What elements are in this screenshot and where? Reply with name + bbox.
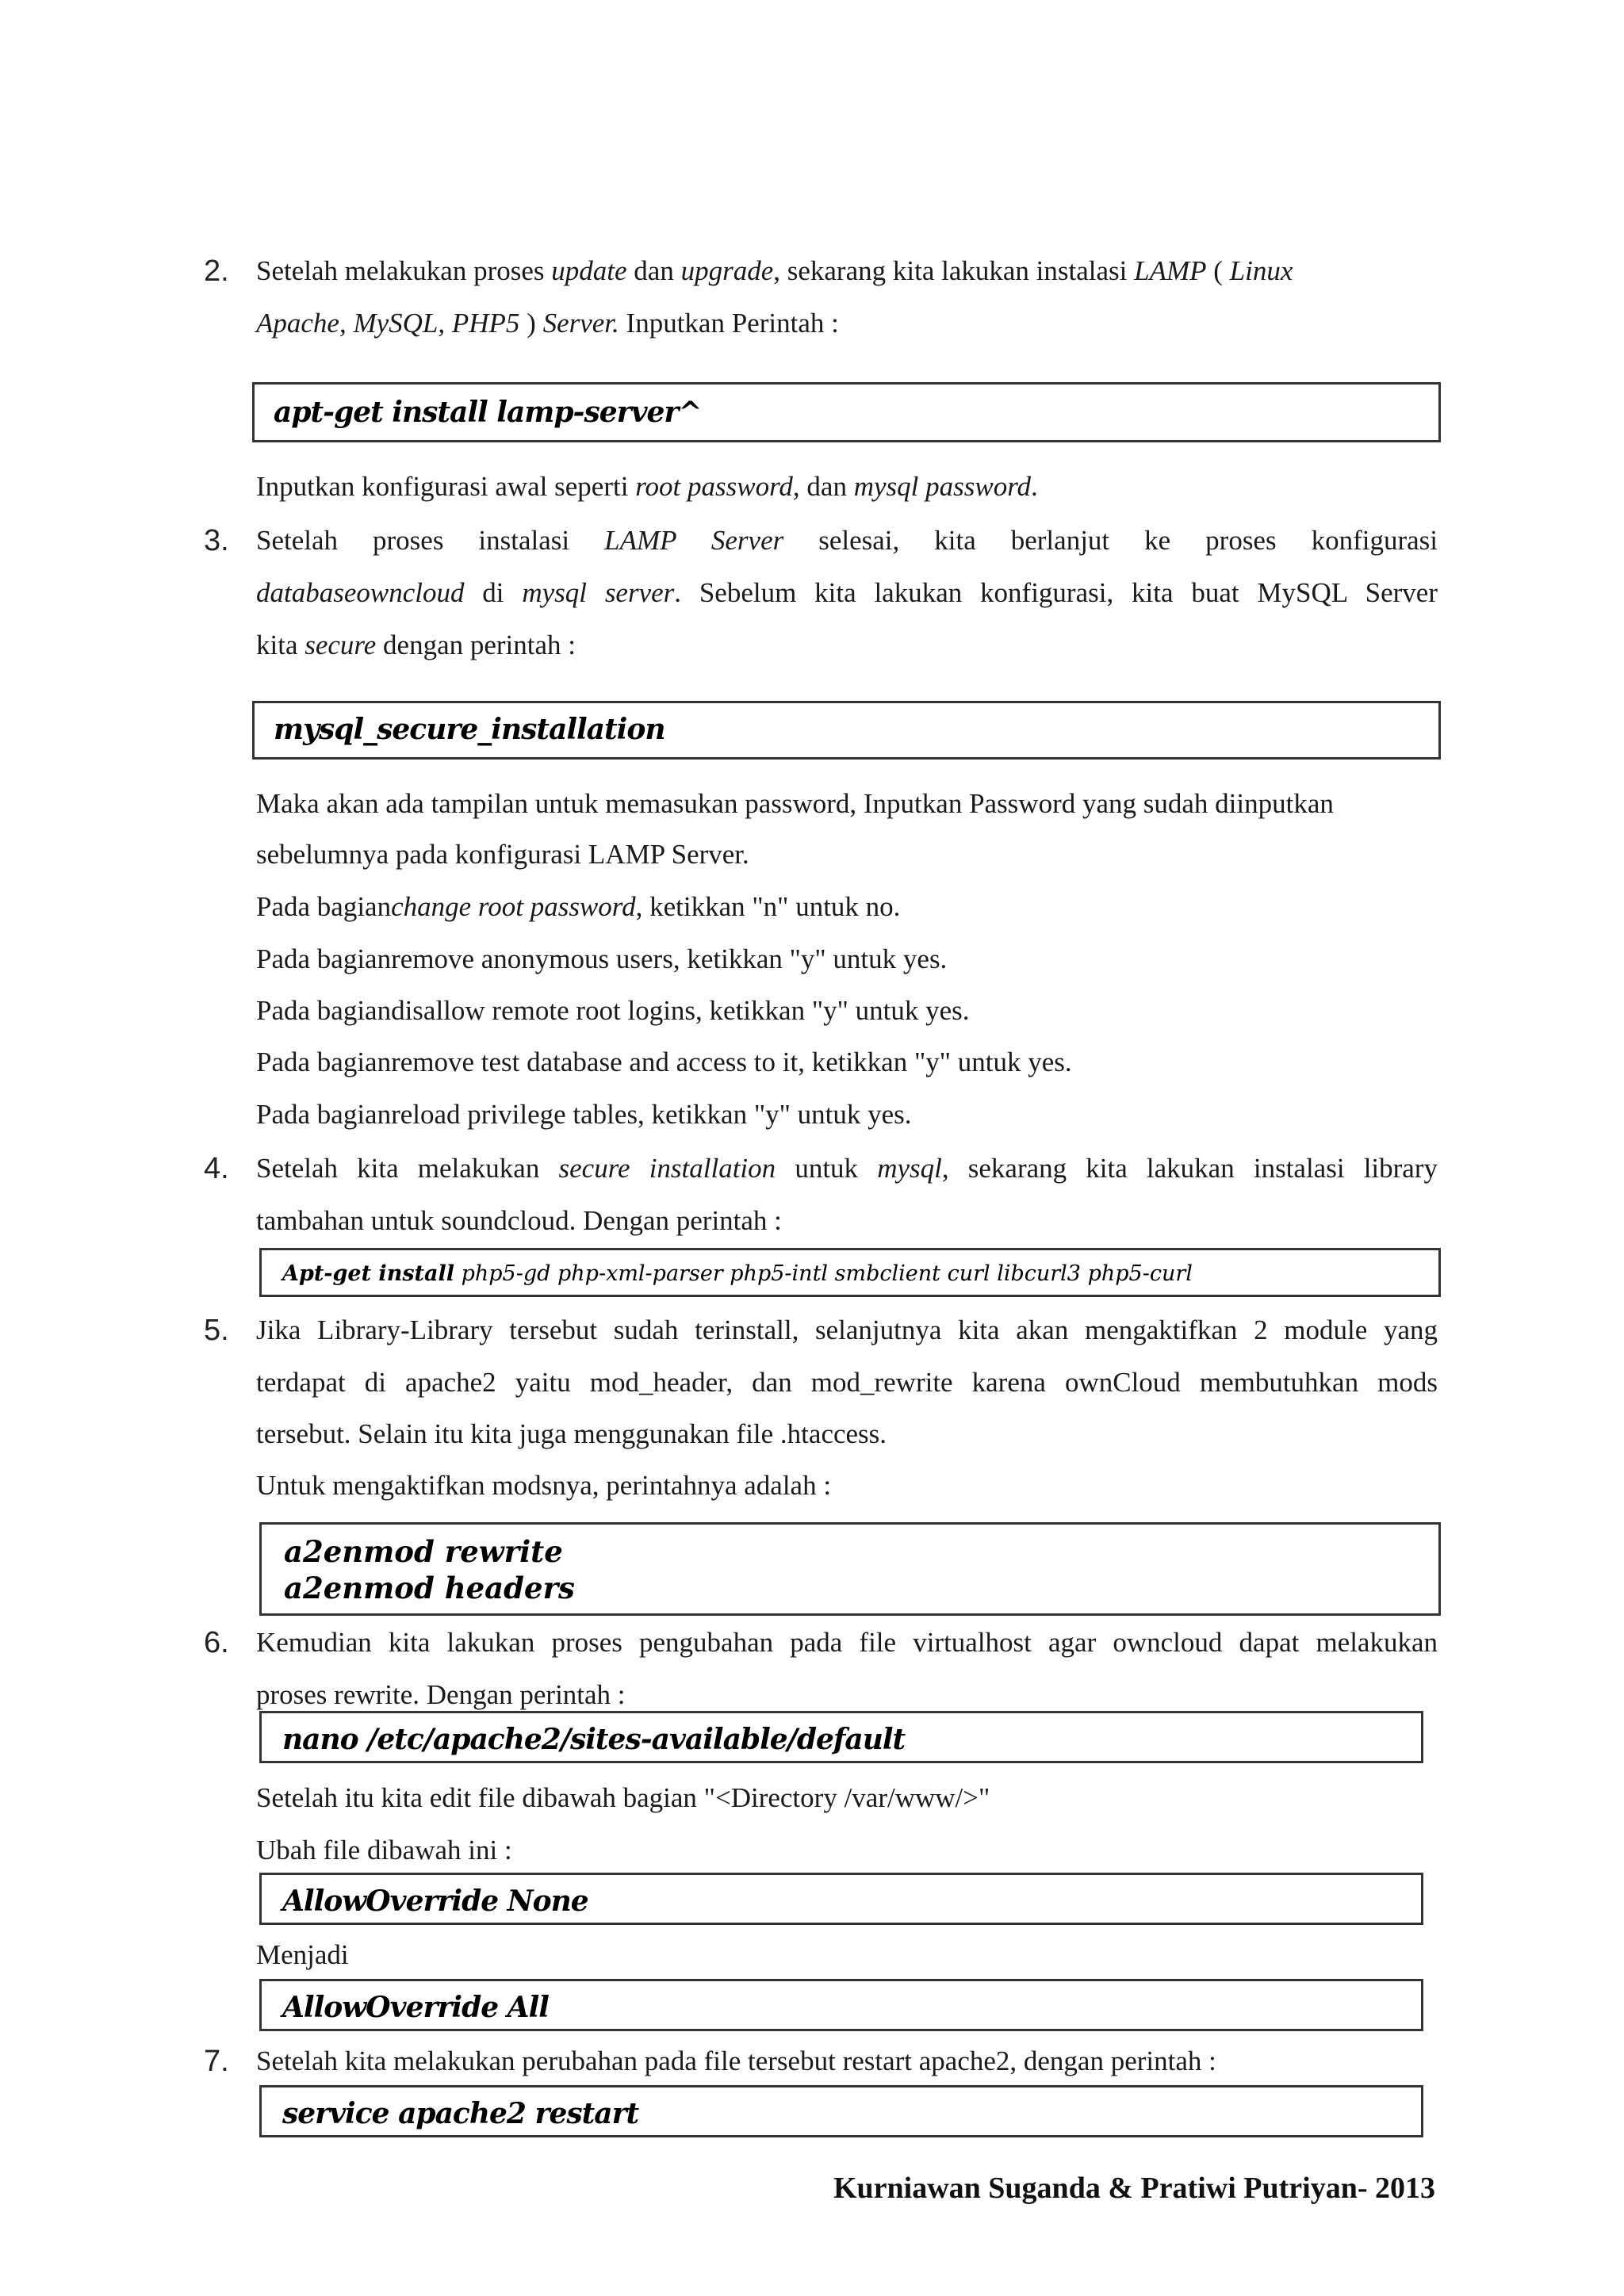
paragraph-line: Kemudian kita lakukan proses pengubahan pada file virtualhost agar owncloud dapat melakukan xyxy=(256,1627,1438,1658)
command-box xyxy=(259,1248,1441,1297)
item-number: 7. xyxy=(204,2045,229,2078)
paragraph-line: Apache, MySQL, PHP5 ) Server. Inputkan Perintah : xyxy=(256,308,839,339)
command-text: Apt-get install php5-gd php-xml-parser php5-intl smbclient curl libcurl3 php5-curl xyxy=(282,1261,1193,1286)
command-box xyxy=(259,1711,1423,1763)
paragraph-line: proses rewrite. Dengan perintah : xyxy=(256,1679,626,1710)
paragraph-line: tersebut. Selain itu kita juga menggunakan file .htaccess. xyxy=(256,1418,887,1449)
command-text: mysql_secure_installation xyxy=(274,713,665,746)
paragraph-line: sebelumnya pada konfigurasi LAMP Server. xyxy=(256,839,749,870)
page-footer: Kurniawan Suganda & Pratiwi Putriyan- 2013 xyxy=(833,2172,1435,2205)
command-text: a2enmod headers xyxy=(284,1571,575,1605)
paragraph-line: Menjadi xyxy=(256,1939,349,1970)
paragraph-line: Pada bagiandisallow remote root logins, ketikkan "y" untuk yes. xyxy=(256,995,970,1026)
paragraph-line: Setelah melakukan proses update dan upgrade, sekarang kita lakukan instalasi LAMP ( Linux xyxy=(256,255,1293,286)
command-text: nano /etc/apache2/sites-available/default xyxy=(282,1723,906,1756)
command-box xyxy=(259,1873,1423,1925)
paragraph-line: Setelah proses instalasi LAMP Server selesai, kita berlanjut ke proses konfigurasi xyxy=(256,525,1438,556)
command-text: AllowOverride All xyxy=(282,1991,549,2024)
command-text: service apache2 restart xyxy=(282,2097,639,2130)
paragraph-line: Pada bagianreload privilege tables, ketikkan "y" untuk yes. xyxy=(256,1099,912,1130)
paragraph-line: Maka akan ada tampilan untuk memasukan password, Inputkan Password yang sudah diinputkan xyxy=(256,788,1334,819)
paragraph-line: kita secure dengan perintah : xyxy=(256,629,576,660)
paragraph-line: Setelah kita melakukan perubahan pada file tersebut restart apache2, dengan perintah : xyxy=(256,2045,1216,2076)
paragraph-line: Setelah kita melakukan secure installation untuk mysql, sekarang kita lakukan instalasi library xyxy=(256,1153,1438,1184)
paragraph-line: tambahan untuk soundcloud. Dengan perintah : xyxy=(256,1205,782,1236)
paragraph-line: Pada bagianremove test database and access to it, ketikkan "y" untuk yes. xyxy=(256,1047,1072,1077)
command-text: a2enmod rewrite xyxy=(284,1534,563,1569)
command-box xyxy=(252,382,1441,442)
paragraph-line: databaseowncloud di mysql server. Sebelum kita lakukan konfigurasi, kita buat MySQL Server xyxy=(256,577,1438,608)
paragraph-line: terdapat di apache2 yaitu mod_header, dan mod_rewrite karena ownCloud membutuhkan mods xyxy=(256,1367,1438,1398)
command-text: apt-get install lamp-server^ xyxy=(274,396,702,429)
item-number: 4. xyxy=(204,1152,229,1185)
paragraph-line: Ubah file dibawah ini : xyxy=(256,1835,512,1866)
item-number: 3. xyxy=(204,524,229,557)
command-box xyxy=(259,1522,1441,1616)
item-number: 5. xyxy=(204,1314,229,1347)
paragraph-line: Jika Library-Library tersebut sudah terinstall, selanjutnya kita akan mengaktifkan 2 module yang xyxy=(256,1314,1438,1345)
paragraph-line: Pada bagianchange root password, ketikkan "n" untuk no. xyxy=(256,891,901,922)
paragraph-line: Pada bagianremove anonymous users, ketikkan "y" untuk yes. xyxy=(256,943,948,974)
item-number: 6. xyxy=(204,1626,229,1659)
paragraph-line: Setelah itu kita edit file dibawah bagian "<Directory /var/www/>" xyxy=(256,1782,990,1813)
paragraph-line: Inputkan konfigurasi awal seperti root password, dan mysql password. xyxy=(256,471,1038,502)
item-number: 2. xyxy=(204,254,229,288)
paragraph-line: Untuk mengaktifkan modsnya, perintahnya adalah : xyxy=(256,1470,832,1501)
command-box xyxy=(252,701,1441,760)
command-text: AllowOverride None xyxy=(282,1885,588,1918)
command-box xyxy=(259,1979,1423,2031)
command-box xyxy=(259,2085,1423,2137)
